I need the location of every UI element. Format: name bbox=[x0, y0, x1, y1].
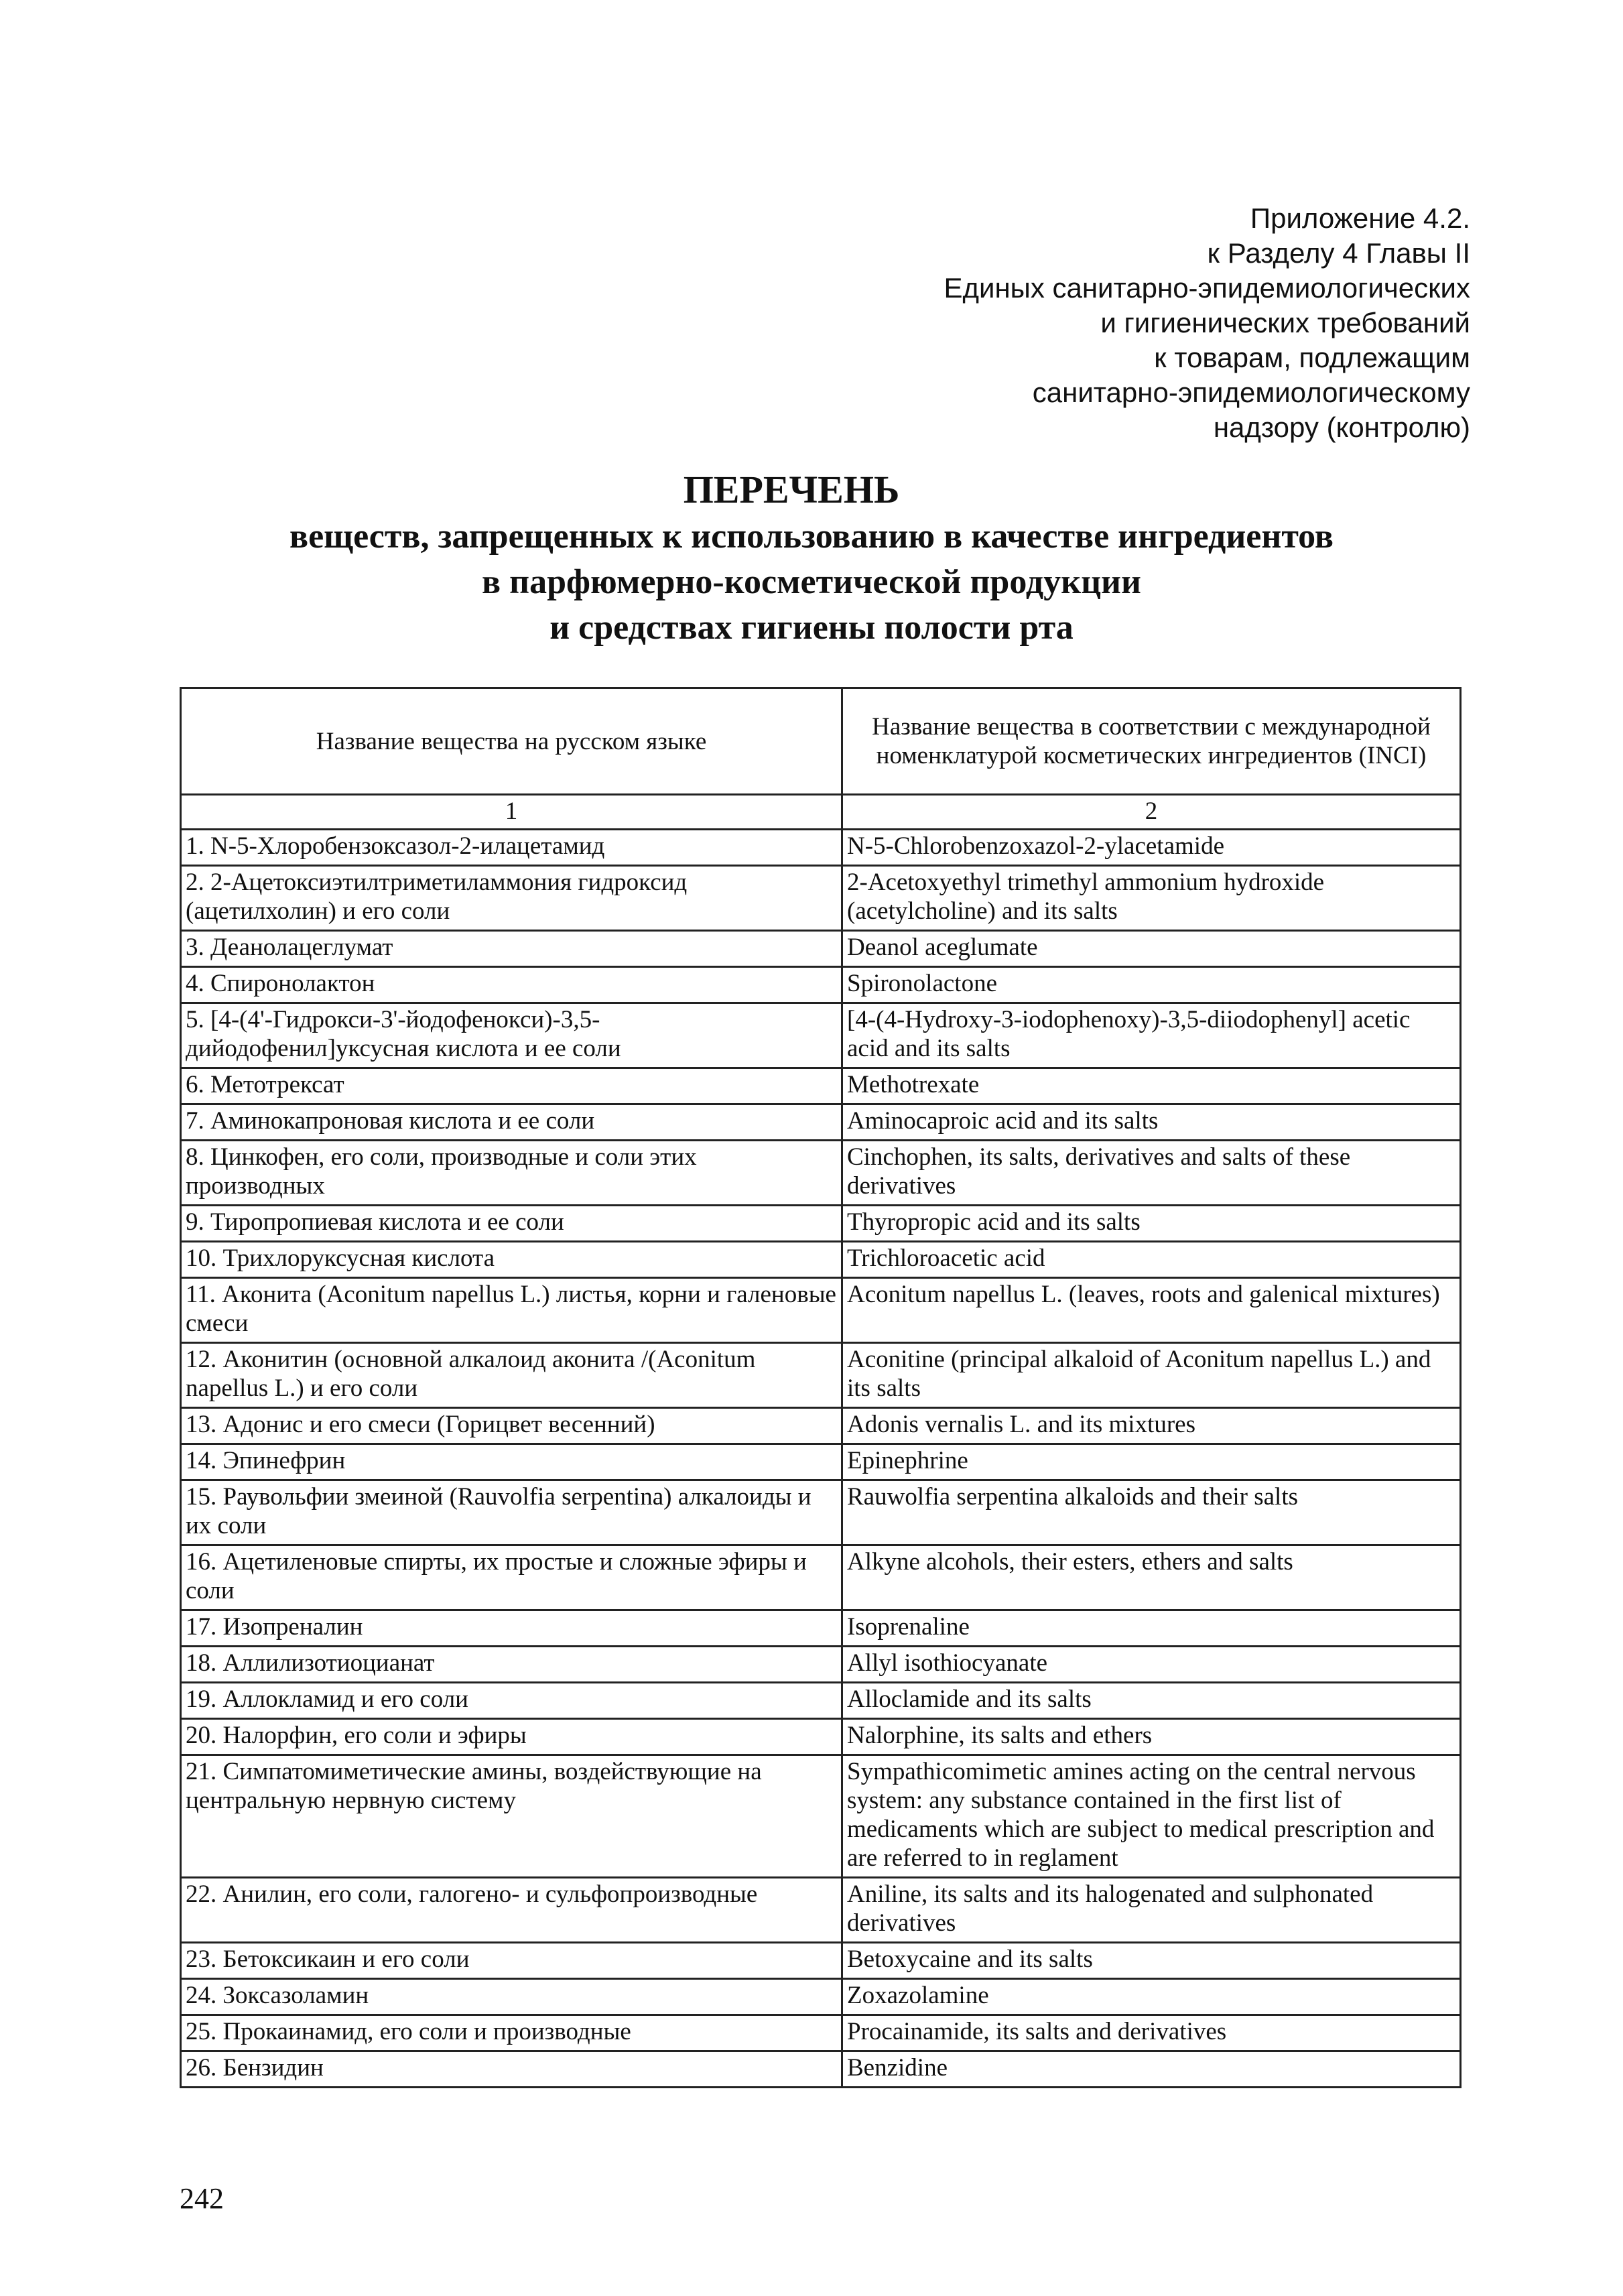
title-subline: в парфюмерно-косметической продукции bbox=[482, 563, 1141, 601]
inci-name-cell: Aminocaproic acid and its salts bbox=[842, 1104, 1461, 1141]
inci-name-cell: Sympathicomimetic amines acting on the central nervous system: any substance contained in the first list of medicaments which are subject to medical prescription and are referred to in reglament bbox=[842, 1755, 1461, 1878]
inci-name-cell: Alkyne alcohols, their esters, ethers and salts bbox=[842, 1545, 1461, 1610]
table-row bbox=[181, 1343, 1461, 1408]
inci-name-cell: Benzidine bbox=[842, 2051, 1461, 2088]
table-row bbox=[181, 1141, 1461, 1206]
annex-line: к товарам, подлежащим bbox=[1154, 342, 1470, 373]
table-row bbox=[181, 1444, 1461, 1480]
inci-name-cell: 2-Acetoxyethyl trimethyl ammonium hydroxide (acetylcholine) and its salts bbox=[842, 866, 1461, 931]
russian-name-cell: 23. Бетоксикаин и его соли bbox=[181, 1943, 842, 1979]
russian-name-cell: 7. Аминокапроновая кислота и ее соли bbox=[181, 1104, 842, 1141]
table-row bbox=[181, 931, 1461, 967]
table-row bbox=[181, 1242, 1461, 1278]
table-row bbox=[181, 866, 1461, 931]
table-row bbox=[181, 1206, 1461, 1242]
russian-name-cell: 9. Тиропропиевая кислота и ее соли bbox=[181, 1206, 842, 1242]
inci-name-cell: N-5-Chlorobenzoxazol-2-ylacetamide bbox=[842, 830, 1461, 866]
russian-name-cell: 12. Аконитин (основной алкалоид аконита /(Aconitum napellus L.) и его соли bbox=[181, 1343, 842, 1408]
russian-name-cell: 3. Деанолацеглумат bbox=[181, 931, 842, 967]
inci-name-cell: Aniline, its salts and its halogenated and sulphonated derivatives bbox=[842, 1878, 1461, 1943]
annex-line: Единых санитарно-эпидемиологических bbox=[944, 272, 1470, 304]
column-number-row bbox=[181, 795, 1461, 830]
table-body bbox=[181, 830, 1461, 2088]
title-main: ПЕРЕЧЕНЬ bbox=[683, 468, 900, 511]
russian-name-cell: 17. Изопреналин bbox=[181, 1610, 842, 1647]
annex-line: Приложение 4.2. bbox=[1250, 202, 1470, 234]
page-number: 242 bbox=[180, 2182, 224, 2215]
russian-name-cell: 13. Адонис и его смеси (Горицвет весенний) bbox=[181, 1408, 842, 1444]
russian-name-cell: 11. Аконита (Aconitum napellus L.) листья, корни и галеновые смеси bbox=[181, 1278, 842, 1343]
table-row bbox=[181, 1878, 1461, 1943]
table-row bbox=[181, 1610, 1461, 1647]
inci-name-cell: Aconitum napellus L. (leaves, roots and galenical mixtures) bbox=[842, 1278, 1461, 1343]
inci-name-cell: Deanol aceglumate bbox=[842, 931, 1461, 967]
inci-name-cell: Betoxycaine and its salts bbox=[842, 1943, 1461, 1979]
annex-line: санитарно-эпидемиологическому bbox=[1032, 377, 1470, 408]
russian-name-cell: 18. Аллилизотиоцианат bbox=[181, 1647, 842, 1683]
table-row bbox=[181, 1979, 1461, 2015]
inci-name-cell: Rauwolfia serpentina alkaloids and their salts bbox=[842, 1480, 1461, 1545]
inci-name-cell: Alloclamide and its salts bbox=[842, 1683, 1461, 1719]
table-row bbox=[181, 1104, 1461, 1141]
table-row bbox=[181, 1068, 1461, 1104]
russian-name-cell: 8. Цинкофен, его соли, производные и соли этих производных bbox=[181, 1141, 842, 1206]
table-row bbox=[181, 1003, 1461, 1068]
inci-name-cell: Nalorphine, its salts and ethers bbox=[842, 1719, 1461, 1755]
table-row bbox=[181, 1408, 1461, 1444]
russian-name-cell: 10. Трихлоруксусная кислота bbox=[181, 1242, 842, 1278]
table-row bbox=[181, 1719, 1461, 1755]
inci-name-cell: Zoxazolamine bbox=[842, 1979, 1461, 2015]
inci-name-cell: Isoprenaline bbox=[842, 1610, 1461, 1647]
table-row bbox=[181, 830, 1461, 866]
table-row bbox=[181, 1278, 1461, 1343]
russian-name-cell: 15. Раувольфии змеиной (Rauvolfia serpentina) алкалоиды и их соли bbox=[181, 1480, 842, 1545]
column-number: 1 bbox=[181, 795, 842, 830]
column-number: 2 bbox=[842, 795, 1461, 830]
annex-line: надзору (контролю) bbox=[1213, 411, 1470, 443]
russian-name-cell: 5. [4-(4'-Гидрокси-3'-йодофенокси)-3,5-дийодофенил]уксусная кислота и ее соли bbox=[181, 1003, 842, 1068]
title-subline: и средствах гигиены полости рта bbox=[549, 609, 1074, 647]
russian-name-cell: 16. Ацетиленовые спирты, их простые и сложные эфиры и соли bbox=[181, 1545, 842, 1610]
table-row bbox=[181, 967, 1461, 1003]
document-title bbox=[0, 466, 1623, 651]
inci-name-cell: Allyl isothiocyanate bbox=[842, 1647, 1461, 1683]
inci-name-cell: Procainamide, its salts and derivatives bbox=[842, 2015, 1461, 2051]
annex-line: к Разделу 4 Главы II bbox=[1207, 237, 1470, 269]
table-row bbox=[181, 1943, 1461, 1979]
russian-name-cell: 26. Бензидин bbox=[181, 2051, 842, 2088]
inci-name-cell: Methotrexate bbox=[842, 1068, 1461, 1104]
table-row bbox=[181, 2051, 1461, 2088]
russian-name-cell: 4. Спиронолактон bbox=[181, 967, 842, 1003]
substances-table bbox=[180, 687, 1462, 2088]
russian-name-cell: 14. Эпинефрин bbox=[181, 1444, 842, 1480]
title-subline: веществ, запрещенных к использованию в качестве ингредиентов bbox=[289, 517, 1334, 556]
russian-name-cell: 20. Налорфин, его соли и эфиры bbox=[181, 1719, 842, 1755]
inci-name-cell: Aconitine (principal alkaloid of Aconitum napellus L.) and its salts bbox=[842, 1343, 1461, 1408]
header-inci-name: Название вещества в соответствии с международной номенклатурой косметических ингредиентов (INCI) bbox=[842, 688, 1461, 795]
inci-name-cell: [4-(4-Hydroxy-3-iodophenoxy)-3,5-diiodophenyl] acetic acid and its salts bbox=[842, 1003, 1461, 1068]
russian-name-cell: 6. Метотрексат bbox=[181, 1068, 842, 1104]
annex-reference bbox=[599, 201, 1470, 445]
header-russian-name: Название вещества на русском языке bbox=[181, 688, 842, 795]
table-row bbox=[181, 1647, 1461, 1683]
russian-name-cell: 21. Симпатомиметические амины, воздействующие на центральную нервную систему bbox=[181, 1755, 842, 1878]
russian-name-cell: 25. Прокаинамид, его соли и производные bbox=[181, 2015, 842, 2051]
russian-name-cell: 22. Анилин, его соли, галогено- и сульфопроизводные bbox=[181, 1878, 842, 1943]
inci-name-cell: Trichloroacetic acid bbox=[842, 1242, 1461, 1278]
annex-line: и гигиенических требований bbox=[1100, 307, 1470, 338]
inci-name-cell: Adonis vernalis L. and its mixtures bbox=[842, 1408, 1461, 1444]
russian-name-cell: 1. N-5-Хлоробензоксазол-2-илацетамид bbox=[181, 830, 842, 866]
table-row bbox=[181, 1755, 1461, 1878]
table-header-row bbox=[181, 688, 1461, 795]
inci-name-cell: Thyropropic acid and its salts bbox=[842, 1206, 1461, 1242]
table-row bbox=[181, 1545, 1461, 1610]
table-row bbox=[181, 2015, 1461, 2051]
russian-name-cell: 2. 2-Ацетоксиэтилтриметиламмония гидроксид (ацетилхолин) и его соли bbox=[181, 866, 842, 931]
table-row bbox=[181, 1480, 1461, 1545]
russian-name-cell: 19. Аллокламид и его соли bbox=[181, 1683, 842, 1719]
inci-name-cell: Cinchophen, its salts, derivatives and salts of these derivatives bbox=[842, 1141, 1461, 1206]
russian-name-cell: 24. Зоксазоламин bbox=[181, 1979, 842, 2015]
inci-name-cell: Epinephrine bbox=[842, 1444, 1461, 1480]
table-row bbox=[181, 1683, 1461, 1719]
inci-name-cell: Spironolactone bbox=[842, 967, 1461, 1003]
